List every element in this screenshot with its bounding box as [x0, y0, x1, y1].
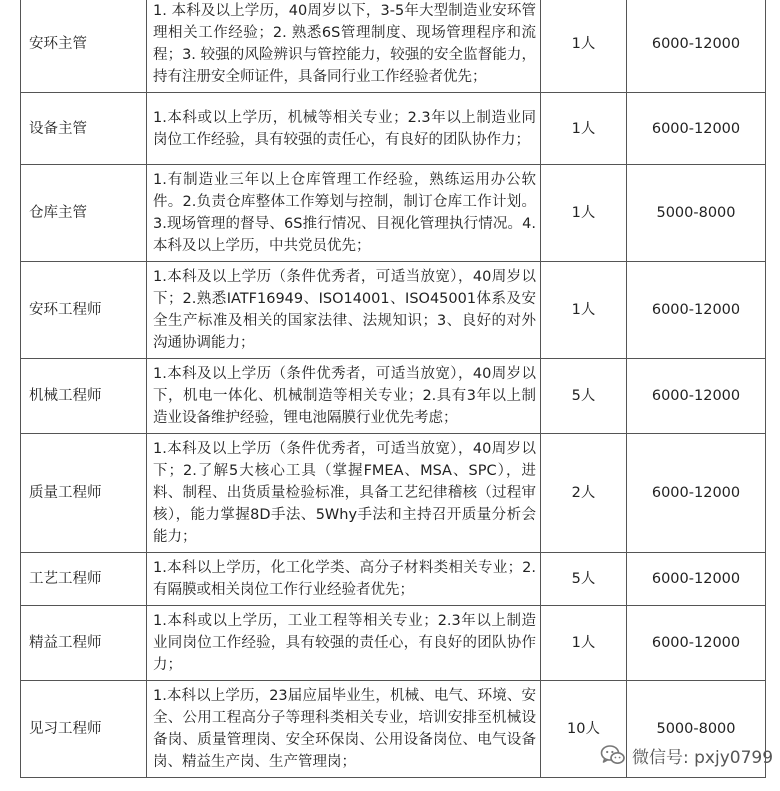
wechat-icon — [600, 743, 626, 767]
salary-cell: 6000-12000 — [627, 262, 766, 359]
headcount-cell: 5人 — [541, 553, 627, 606]
watermark-text: 微信号: pxjy0799 — [632, 747, 774, 768]
position-cell: 设备主管 — [21, 93, 147, 165]
headcount-cell: 10人 — [541, 681, 627, 778]
requirements-cell: 1.本科以上学历，23届应届毕业生，机械、电气、环境、安全、公用工程高分子等理科类相关专业，培训安排至机械设备岗、质量管理岗、安全环保岗、公用设备岗位、电气设备岗、精益生产岗、生产管理岗； — [147, 681, 541, 778]
table-row — [21, 553, 766, 606]
position-cell: 工艺工程师 — [21, 553, 147, 606]
salary-cell: 5000-8000 — [627, 165, 766, 262]
salary-cell: 6000-12000 — [627, 0, 766, 93]
headcount-cell: 2人 — [541, 434, 627, 553]
position-cell: 安环主管 — [21, 0, 147, 93]
headcount-cell: 5人 — [541, 359, 627, 434]
position-cell: 见习工程师 — [21, 681, 147, 778]
table-row — [21, 262, 766, 359]
position-cell: 仓库主管 — [21, 165, 147, 262]
table-row — [21, 606, 766, 681]
table-row — [21, 93, 766, 165]
wechat-watermark — [600, 741, 773, 769]
salary-cell: 6000-12000 — [627, 606, 766, 681]
requirements-cell: 1. 本科及以上学历，40周岁以下，3-5年大型制造业安环管理相关工作经验；2. 熟悉6S管理制度、现场管理程序和流程；3. 较强的风险辨识与管控能力，较强的安全监督能力，持有注册安全师证件，具备同行业工作经验者优先； — [147, 0, 541, 93]
headcount-cell: 1人 — [541, 606, 627, 681]
headcount-cell: 1人 — [541, 0, 627, 93]
position-cell: 精益工程师 — [21, 606, 147, 681]
position-cell: 机械工程师 — [21, 359, 147, 434]
position-cell: 质量工程师 — [21, 434, 147, 553]
salary-cell: 6000-12000 — [627, 434, 766, 553]
salary-cell: 6000-12000 — [627, 359, 766, 434]
headcount-cell: 1人 — [541, 262, 627, 359]
salary-cell: 6000-12000 — [627, 93, 766, 165]
requirements-cell: 1.本科及以上学历（条件优秀者，可适当放宽），40周岁以下，机电一体化、机械制造等相关专业；2.具有3年以上制造业设备维护经验，锂电池隔膜行业优先考虑； — [147, 359, 541, 434]
table-row — [21, 359, 766, 434]
requirements-cell: 1.本科及以上学历（条件优秀者，可适当放宽），40周岁以下；2.熟悉IATF16949、ISO14001、ISO45001体系及安全生产标准及相关的国家法律、法规知识；3、良好的对外沟通协调能力； — [147, 262, 541, 359]
salary-cell: 5000-8000 — [627, 681, 766, 778]
requirements-cell: 1.本科或以上学历，机械等相关专业；2.3年以上制造业同岗位工作经验，具有较强的责任心，有良好的团队协作力； — [147, 93, 541, 165]
headcount-cell: 1人 — [541, 93, 627, 165]
requirements-cell: 1.有制造业三年以上仓库管理工作经验，熟练运用办公软件。2.负责仓库整体工作筹划与控制，制订仓库工作计划。3.现场管理的督导、6S推行情况、目视化管理执行情况。4.本科及以上学历，中共党员优先； — [147, 165, 541, 262]
table-row — [21, 434, 766, 553]
headcount-cell: 1人 — [541, 165, 627, 262]
salary-cell: 6000-12000 — [627, 553, 766, 606]
position-cell: 安环工程师 — [21, 262, 147, 359]
table-row — [21, 0, 766, 93]
requirements-cell: 1.本科或以上学历，工业工程等相关专业；2.3年以上制造业同岗位工作经验，具有较强的责任心，有良好的团队协作力； — [147, 606, 541, 681]
requirements-cell: 1.本科及以上学历（条件优秀者，可适当放宽），40周岁以下；2.了解5大核心工具（掌握FMEA、MSA、SPC），进料、制程、出货质量检验标准，具备工艺纪律稽核（过程审核），能力掌握8D手法、5Why手法和主持召开质量分析会能力； — [147, 434, 541, 553]
requirements-cell: 1.本科以上学历，化工化学类、高分子材料类相关专业；2.有隔膜或相关岗位工作行业经验者优先； — [147, 553, 541, 606]
table-row — [21, 165, 766, 262]
job-table — [20, 0, 766, 778]
